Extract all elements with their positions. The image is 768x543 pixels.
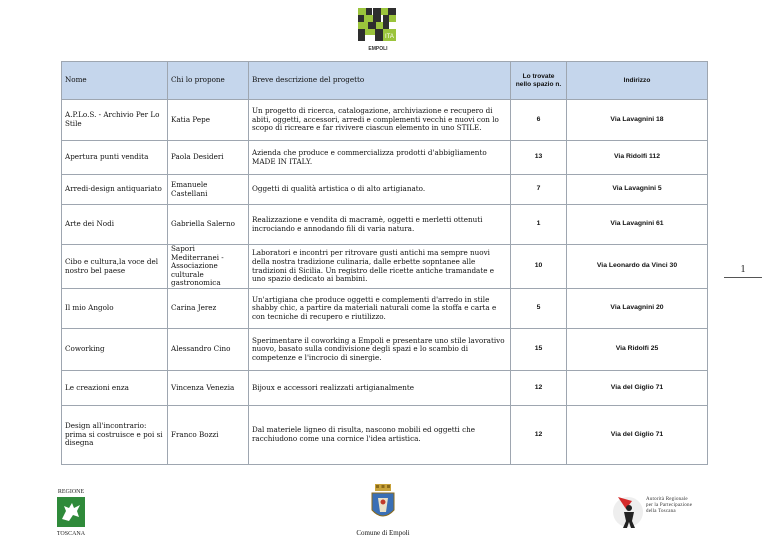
projects-table (61, 61, 708, 465)
cell-description: Dal materiele ligneo di risulta, nascono mobili ed oggetti che racchiudono come una cornice l'idea artistica. (249, 406, 511, 465)
cell-proposer: Gabriella Salerno (168, 205, 249, 245)
cell-description: Realizzazione e vendita di macramè, oggetti e merletti ottenuti incrociando e annodando fili di varia natura. (249, 205, 511, 245)
comune-caption: Comune di Empoli (356, 529, 410, 537)
autorita-line1: Autorità Regionale (646, 497, 688, 502)
cell-address: Via del Giglio 71 (567, 371, 708, 406)
participation-figure-icon (612, 495, 644, 529)
table-row (62, 141, 708, 175)
cell-proposer: Vincenza Venezia (168, 371, 249, 406)
header-count: Lo trovate nello spazio n. (511, 62, 567, 100)
cell-description: Un'artigiana che produce oggetti e complementi d'arredo in stile shabby chic, a partire da materiali naturali come la stoffa e carta e con tecniche di recupero e riutilizzo. (249, 289, 511, 329)
cell-address: Via Lavagnini 61 (567, 205, 708, 245)
cell-description: Sperimentare il coworking a Empoli e presentare uno stile lavorativo nuovo, basato sulla condivisione degli spazi e lo scambio di competenze e l'incrocio di sinergie. (249, 329, 511, 371)
cell-count: 10 (511, 245, 567, 289)
cell-name: Coworking (62, 329, 168, 371)
cell-name: Arredi-design antiquariato (62, 175, 168, 205)
regione-label: REGIONE (57, 489, 85, 495)
table-row (62, 329, 708, 371)
cell-name: Le creazioni enza (62, 371, 168, 406)
cell-count: 13 (511, 141, 567, 175)
table-row (62, 406, 708, 465)
cell-address: Via Ridolfi 112 (567, 141, 708, 175)
cell-description: Un progetto di ricerca, catalogazione, archiviazione e recupero di abiti, oggetti, accessori, arredi e complementi vecchi e nuovi con lo scopo di ricreare e far rivivere ciascun elemento in uno STILE. (249, 100, 511, 141)
regione-toscana-logo (54, 489, 88, 537)
cell-proposer: Katia Pepe (168, 100, 249, 141)
table-header-row (62, 62, 708, 100)
cell-proposer: Alessandro Cino (168, 329, 249, 371)
header-name: Nome (62, 62, 168, 100)
cell-description: Oggetti di qualità artistica o di alto artigianato. (249, 175, 511, 205)
cell-description: Bijoux e accessori realizzati artigianalmente (249, 371, 511, 406)
cell-name: Arte dei Nodi (62, 205, 168, 245)
toscana-label: TOSCANA (56, 531, 86, 537)
cell-description: Azienda che produce e commercializza prodotti d'abbigliamento MADE IN ITALY. (249, 141, 511, 175)
cell-description: Laboratori e incontri per ritrovare gusti antichi ma sempre nuovi della nostra tradizione culinaria, dalle erbette sopntanee alle tradizioni di Sicilia. Un registro delle ricette antiche tramandate e uno spazio dedicato ai bambini. (249, 245, 511, 289)
cell-count: 7 (511, 175, 567, 205)
cell-address: Via Lavagnini 20 (567, 289, 708, 329)
cell-proposer: Paola Desideri (168, 141, 249, 175)
autorita-partecipazione-logo (612, 495, 712, 529)
pegasus-icon (57, 497, 85, 527)
autorita-text (646, 497, 712, 516)
ita-badge: ITA (385, 34, 394, 40)
cell-name: Il mio Angolo (62, 289, 168, 329)
table-row (62, 245, 708, 289)
empoli-logo-mark (356, 6, 400, 46)
cell-name: Apertura punti vendita (62, 141, 168, 175)
cell-proposer: Franco Bozzi (168, 406, 249, 465)
cell-proposer: Carina Jerez (168, 289, 249, 329)
cell-address: Via Lavagnini 18 (567, 100, 708, 141)
page-number: 1 (724, 264, 762, 278)
coat-of-arms-icon (369, 484, 397, 524)
table-row (62, 205, 708, 245)
cell-count: 12 (511, 371, 567, 406)
cell-name: Design all'incontrario: prima si costruisce e poi si disegna (62, 406, 168, 465)
empoli-logo (356, 6, 400, 52)
logo-caption: EMPOLI (368, 46, 388, 52)
table-row (62, 100, 708, 141)
header-proposer: Chi lo propone (168, 62, 249, 100)
autorita-line2: per la Partecipazione (646, 503, 693, 509)
cell-address: Via Ridolfi 25 (567, 329, 708, 371)
cell-address: Via del Giglio 71 (567, 406, 708, 465)
table-row (62, 289, 708, 329)
header-address: Indirizzo (567, 62, 708, 100)
cell-count: 15 (511, 329, 567, 371)
cell-proposer: Sapori Mediterranei - Associazione culturale gastronomica (168, 245, 249, 289)
cell-name: A.P.Lo.S. - Archivio Per Lo Stile (62, 100, 168, 141)
cell-name: Cibo e cultura,la voce del nostro bel paese (62, 245, 168, 289)
comune-empoli-logo (338, 484, 428, 537)
autorita-line3: della Toscana (646, 509, 676, 515)
cell-count: 5 (511, 289, 567, 329)
header-description: Breve descrizione del progetto (249, 62, 511, 100)
cell-address: Via Leonardo da Vinci 30 (567, 245, 708, 289)
cell-address: Via Lavagnini 5 (567, 175, 708, 205)
cell-count: 12 (511, 406, 567, 465)
table-row (62, 371, 708, 406)
cell-proposer: Emanuele Castellani (168, 175, 249, 205)
table-row (62, 175, 708, 205)
cell-count: 1 (511, 205, 567, 245)
cell-count: 6 (511, 100, 567, 141)
